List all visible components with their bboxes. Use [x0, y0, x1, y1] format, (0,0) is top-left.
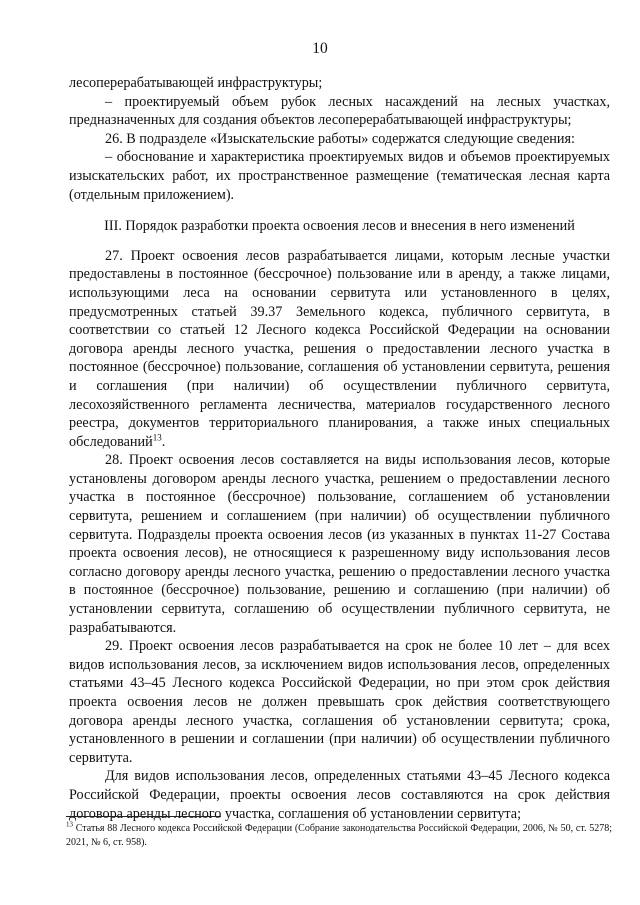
footnote-marker: 13: [66, 820, 73, 829]
paragraph-list-item: – проектируемый объем рубок лесных насаждений на лесных участках, предназначенных для создания объектов лесоперерабатывающей инфраструктуры;: [69, 93, 610, 129]
paragraph-text: 27. Проект освоения лесов разрабатывается лицами, которым лесные участки предоставлены в постоянное (бессрочное) пользование или в аренду, а также лицами, использующими леса на основании сервитута или установленного в целях, предусмотренных статьей 39.37 Земельного кодекса, публичного сервитута, в соответствии со статьей 12 Лесного кодекса Российской Федерации на основании договора аренды лесного участка, решения о предоставлении лесного участка в постоянное (бессрочное) пользование, соглашения об установлении сервитута, решения и соглашения (при наличии) об осуществлении публичного сервитута, лесохозяйственного регламента лесничества, материалов государственного лесного реестра, документов территориального планирования, а также иных специальных обследований: [69, 247, 610, 450]
paragraph-continuation: Для видов использования лесов, определенных статьями 43–45 Лесного кодекса Российской Федерации, проекты освоения лесов составляются на срок действия договора аренды лесного участка, соглашения об установлении сервитута;: [69, 768, 610, 822]
paragraph-item-28: 28. Проект освоения лесов составляется на виды использования лесов, которые установлены договором аренды лесного участка, решением о предоставлении лесного участка в постоянное (бессрочное) пользование, соглашением об установлении сервитута, решением и соглашением (при наличии) об осуществлении публичного сервитута. Подразделы проекта освоения лесов (из указанных в пунктах 11-27 Состава проекта освоения лесов), не относящиеся к разрешенному виду использования лесов согласно договору аренды лесного участка, решению о предоставлении лесного участка в постоянное (бессрочное) пользование, решению и соглашению (при наличии) об установлении сервитута, соглашению об осуществлении публичного сервитута, не разрабатываются.: [69, 452, 610, 636]
paragraph-item-27: [69, 247, 610, 452]
footnote-reference[interactable]: 13: [152, 431, 162, 442]
document-body: [69, 74, 610, 823]
paragraph-item-29: 29. Проект освоения лесов разрабатывается на срок не более 10 лет – для всех видов использования лесов, за исключением видов использования лесов, определенных статьями 43–45 Лесного кодекса Российской Федерации, но при этом срок действия проекта освоения лесов не должен превышать срок действия соответствующего договора аренды лесного участка, соглашения об установлении сервитута; срока, установленного в решении и соглашении (при наличии) об осуществлении публичного сервитута.: [69, 638, 610, 766]
section-heading: III. Порядок разработки проекта освоения лесов и внесения в него изменений: [104, 218, 575, 235]
page-number: 10: [312, 40, 328, 57]
paragraph-tail: .: [161, 433, 166, 450]
paragraph-list-item: – обоснование и характеристика проектируемых видов и объемов проектируемых изыскательских работ, их пространственное размещение (тематическая лесная карта (отдельным приложением).: [69, 149, 610, 203]
footnote-text: Статья 88 Лесного кодекса Российской Федерации (Собрание законодательства Российской Федерации, 2006, № 50, ст. 5278; 2021, № 6, ст. 958).: [66, 823, 612, 848]
paragraph-continuation: лесоперерабатывающей инфраструктуры;: [69, 75, 323, 91]
footnote-divider: [66, 816, 221, 817]
footnote: [66, 822, 612, 850]
paragraph-item-26: 26. В подразделе «Изыскательские работы» содержатся следующие сведения:: [105, 130, 575, 147]
